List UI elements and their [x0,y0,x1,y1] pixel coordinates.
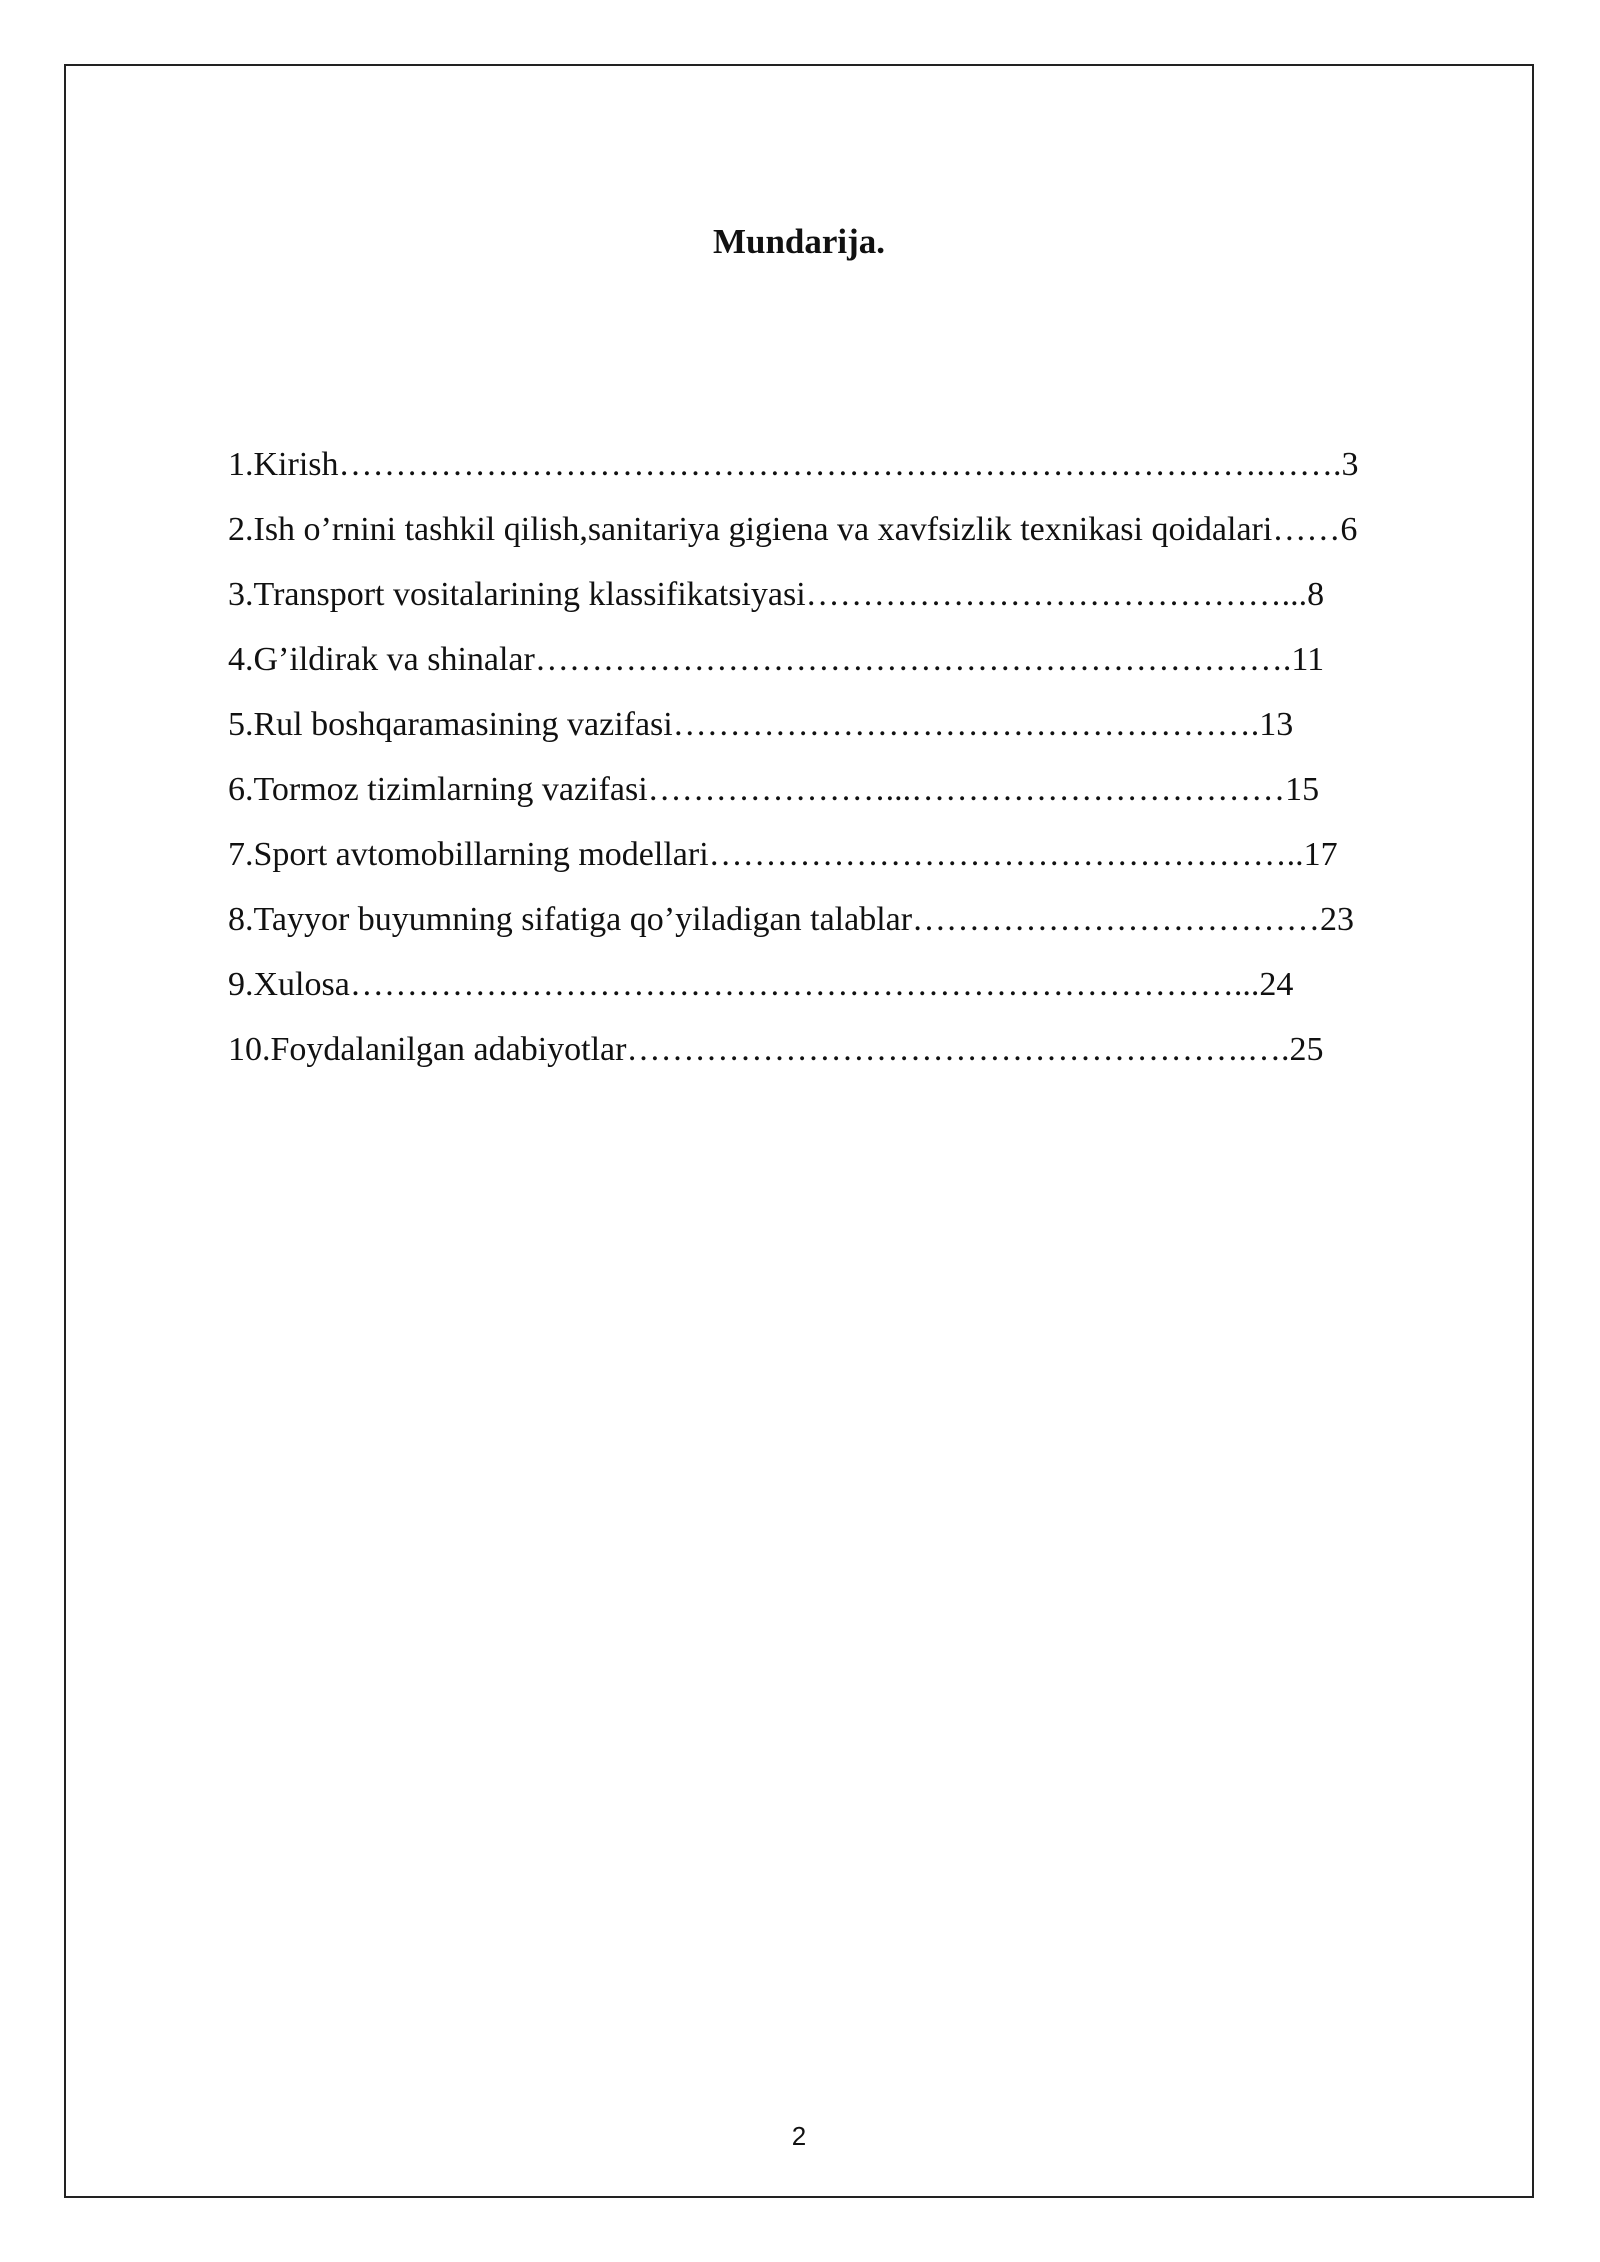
toc-entry-5: 5.Rul boshqaramasining vazifasi…………………………………………….13 [228,706,1294,743]
toc-entry-6: 6.Tormoz tizimlarning vazifasi…………………...……………………………15 [228,771,1320,808]
table-of-contents [228,432,1528,1082]
toc-entry-3: 3.Transport vositalarining klassifikatsiyasi……………………………………...8 [228,576,1325,613]
toc-entry-7: 7.Sport avtomobillarning modellari……………………………………………..17 [228,836,1338,873]
page-border [64,64,1534,2198]
toc-entry-1: 1.Kirish……………………………………………………………………….…….3 [228,446,1359,483]
toc-entry-4: 4.G’ildirak va shinalar………………………………………………………….11 [228,641,1325,678]
toc-entry-10: 10.Foydalanilgan adabiyotlar……………………………………………….….25 [228,1031,1324,1068]
page-title: Mundarija. [712,222,886,261]
page-number: 2 [791,2121,807,2151]
toc-entry-2: 2.Ish o’rnini tashkil qilish,sanitariya gigiena va xavfsizlik texnikasi qoidalari……6 [228,511,1358,548]
toc-entry-8: 8.Tayyor buyumning sifatiga qo’yiladigan talablar………………………………23 [228,901,1355,938]
toc-entry-9: 9.Xulosa……………………………………………………………………...24 [228,966,1294,1003]
